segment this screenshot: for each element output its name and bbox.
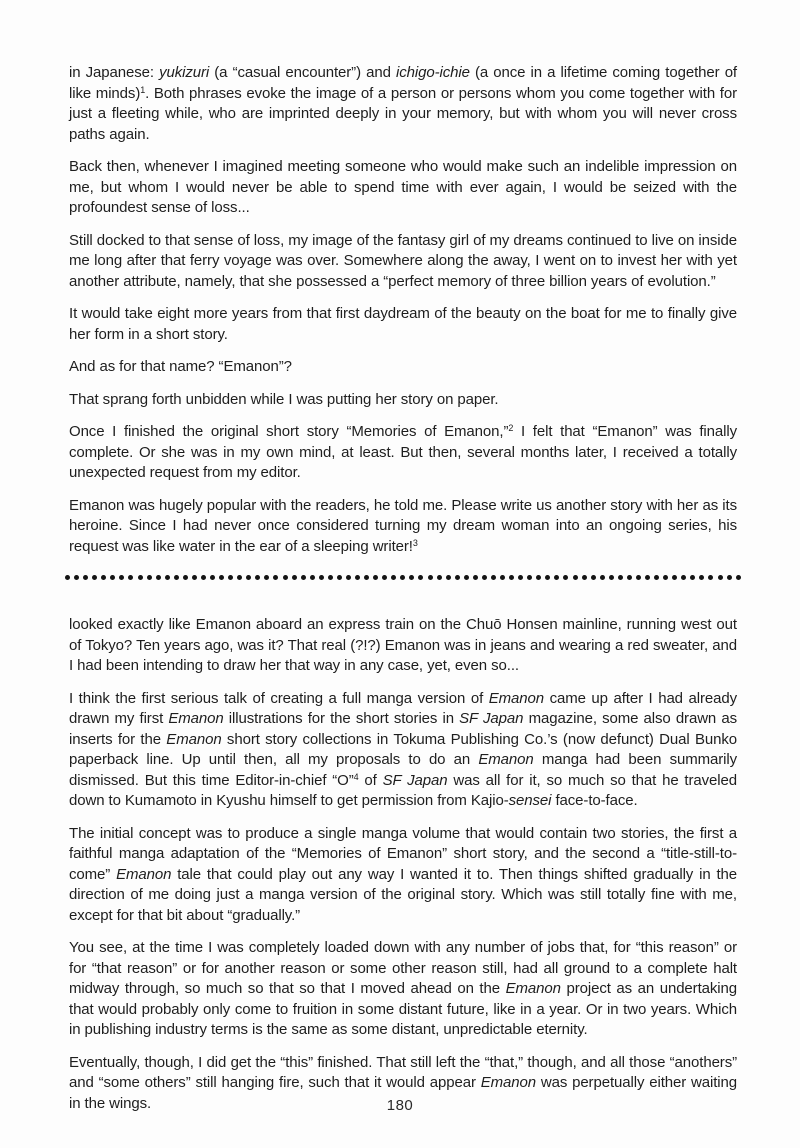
paragraph: Back then, whenever I imagined meeting someone who would make such an indelible impression on me, but whom I would never be able to spend time with ever again, I would be seized with the profoundest sense of loss... <box>69 158 737 216</box>
paragraph: looked exactly like Emanon aboard an express train on the Chuō Honsen mainline, running west out of Tokyo? Ten years ago, was it? That real (?!?) Emanon was in jeans and wearing a red sweater, and I had been intending to draw her that way in any case, yet, even so... <box>69 616 737 674</box>
paragraph: Eventually, though, I did get the “this” finished. That still left the “that,” though, and all those “anothers” and “some others” still hanging fire, such that it would appear Emanon was perpetually either waiting in the wings. <box>69 1053 737 1112</box>
paragraph: You see, at the time I was completely loaded down with any number of jobs that, for “this reason” or for “that reason” or for another reason or some other reason still, had all ground to a complete halt midway through, so much so that so that I moved ahead on the Emanon project as an undertaking that would probably only come to fruition in some distant future, like in a year. Or in two years. Which in publishing industry terms is the same as some distant, unpredictable eternity. <box>69 939 737 1038</box>
paragraph: The initial concept was to produce a single manga volume that would contain two stories, the first a faithful manga adaptation of the “Memories of Emanon” short story, and the second a “title-still-to-come” Emanon tale that could play out any way I wanted it to. Then things shifted gradually in the direction of me doing just a manga version of the original story. Which was still totally fine with me, except for that bit about “gradually.” <box>69 824 737 924</box>
page-number: 180 <box>386 1097 414 1114</box>
paragraph: Emanon was hugely popular with the readers, he told me. Please write us another story with her as its heroine. Since I had never once considered turning my dream woman into an ongoing series, his request was like water in the ear of a sleeping writer!$^3$ <box>69 496 737 555</box>
section-bottom <box>69 615 737 1114</box>
paragraph: Once I finished the original short story “Memories of Emanon,”$^2$ I felt that “Emanon” was finally complete. Or she was in my own mind, at least. But then, several months later, I received a totally unexpected request from my editor. <box>69 423 737 481</box>
paragraph: I think the first serious talk of creating a full manga version of Emanon came up after I had already drawn my first Emanon illustrations for the short stories in SF Japan magazine, some also drawn as inserts for the Emanon short story collections in Tokuma Publishing Co.’s (now defunct) Dual Bunko paperback line. Up until then, all my proposals to do an Emanon manga had been summarily dismissed. But this time Editor-in-chief “O”$^4$ of SF Japan was all for it, so much so that he traveled down to Kumamoto in Kyushu himself to get permission from Kajio-sensei face-to-face. <box>69 689 738 809</box>
footnote-marker: 3 <box>412 537 418 548</box>
footnote-marker: 1 <box>140 84 146 95</box>
section-top <box>69 63 737 557</box>
paragraph: That sprang forth unbidden while I was putting her story on paper. <box>69 390 499 408</box>
dotted-separator <box>65 573 741 581</box>
page-text <box>69 63 737 1114</box>
paragraph: Still docked to that sense of loss, my image of the fantasy girl of my dreams continued to live on inside me long after that ferry voyage was over. Somewhere along the away, I went on to invest her with yet another attribute, namely, that she possessed a “perfect memory of three billion years of evolution.” <box>69 231 737 290</box>
paragraph: in Japanese: yukizuri (a “casual encounter”) and ichigo-ichie (a once in a lifetime coming together of like minds)$^1$. Both phrases evoke the image of a person or persons whom you come together with for just a fleeting while, who are imprinted deeply in your memory, but with whom you will never cross paths again. <box>69 64 738 143</box>
paragraph: And as for that name? “Emanon”? <box>69 358 292 375</box>
footnote-marker: 2 <box>508 423 514 433</box>
paragraph: It would take eight more years from that first daydream of the beauty on the boat for me to finally give her form in a short story. <box>69 305 737 343</box>
footnote-marker: 4 <box>353 771 359 782</box>
